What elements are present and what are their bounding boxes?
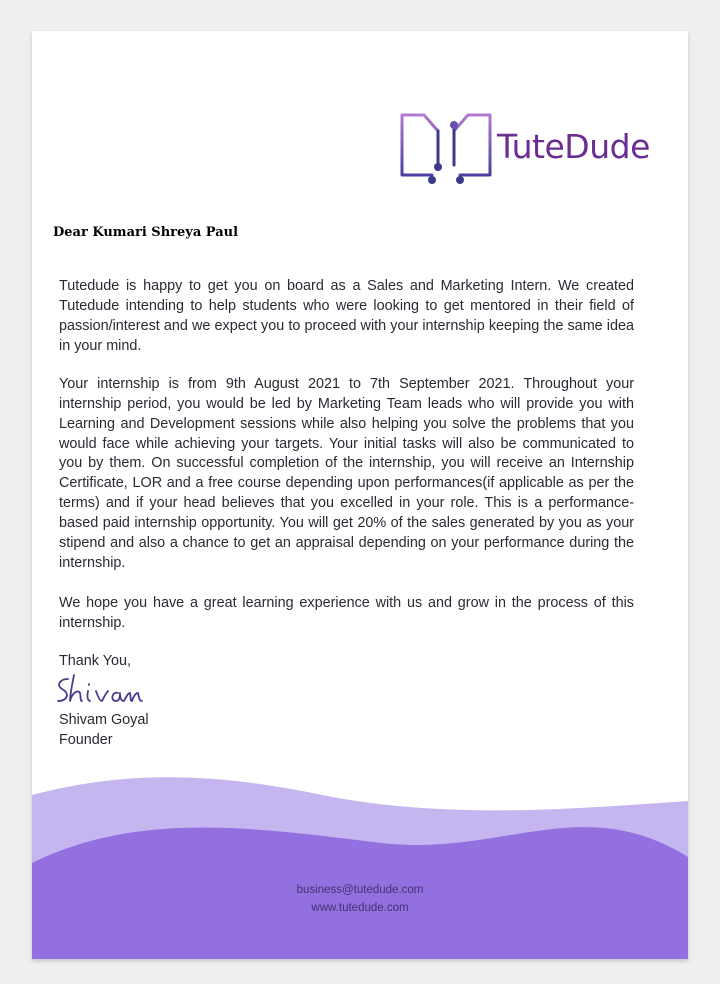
signer-title: Founder: [59, 732, 113, 748]
company-logo: [398, 109, 648, 189]
paragraph-welcome: Tutedude is happy to get you on board as a Sales and Marketing Intern. We created Tutedude intending to help students who were looking to get mentored in their field of passion/interest and we expect you to proceed with your internship keeping the same idea in your mind.: [59, 278, 634, 354]
open-book-icon: [398, 109, 494, 189]
paragraph-details: Your internship is from 9th August 2021 to 7th September 2021. Throughout your internship period, you would be led by Marketing Team leads who will provide you with Learning and Development sessions while also helping you solve the problems that you would face while achieving your targets. Your initial tasks will also be communicated to you by them. On successful completion of the internship, you will receive an Internship Certificate, LOR and a free course depending upon performances(if applicable as per the terms) and if your head believes that you excelled in your role. This is a performance-based paid internship opportunity. You will get 20% of the sales generated by you as your stipend and also a chance to get an appraisal depending on your performance during the internship.: [59, 376, 634, 571]
salutation: Dear Kumari Shreya Paul: [53, 225, 239, 240]
footer-email[interactable]: business@tutedude.com: [296, 884, 424, 896]
closing: Thank You,: [59, 653, 132, 669]
footer-wave-decoration: [32, 771, 688, 959]
letter-page: [32, 31, 688, 959]
signer-name: Shivam Goyal: [59, 712, 149, 728]
signature: [54, 671, 146, 711]
footer-website[interactable]: www.tutedude.com: [311, 902, 409, 914]
paragraph-wishes: We hope you have a great learning experience with us and grow in the process of this internship.: [59, 595, 634, 631]
brand-name: TuteDude: [497, 127, 650, 166]
